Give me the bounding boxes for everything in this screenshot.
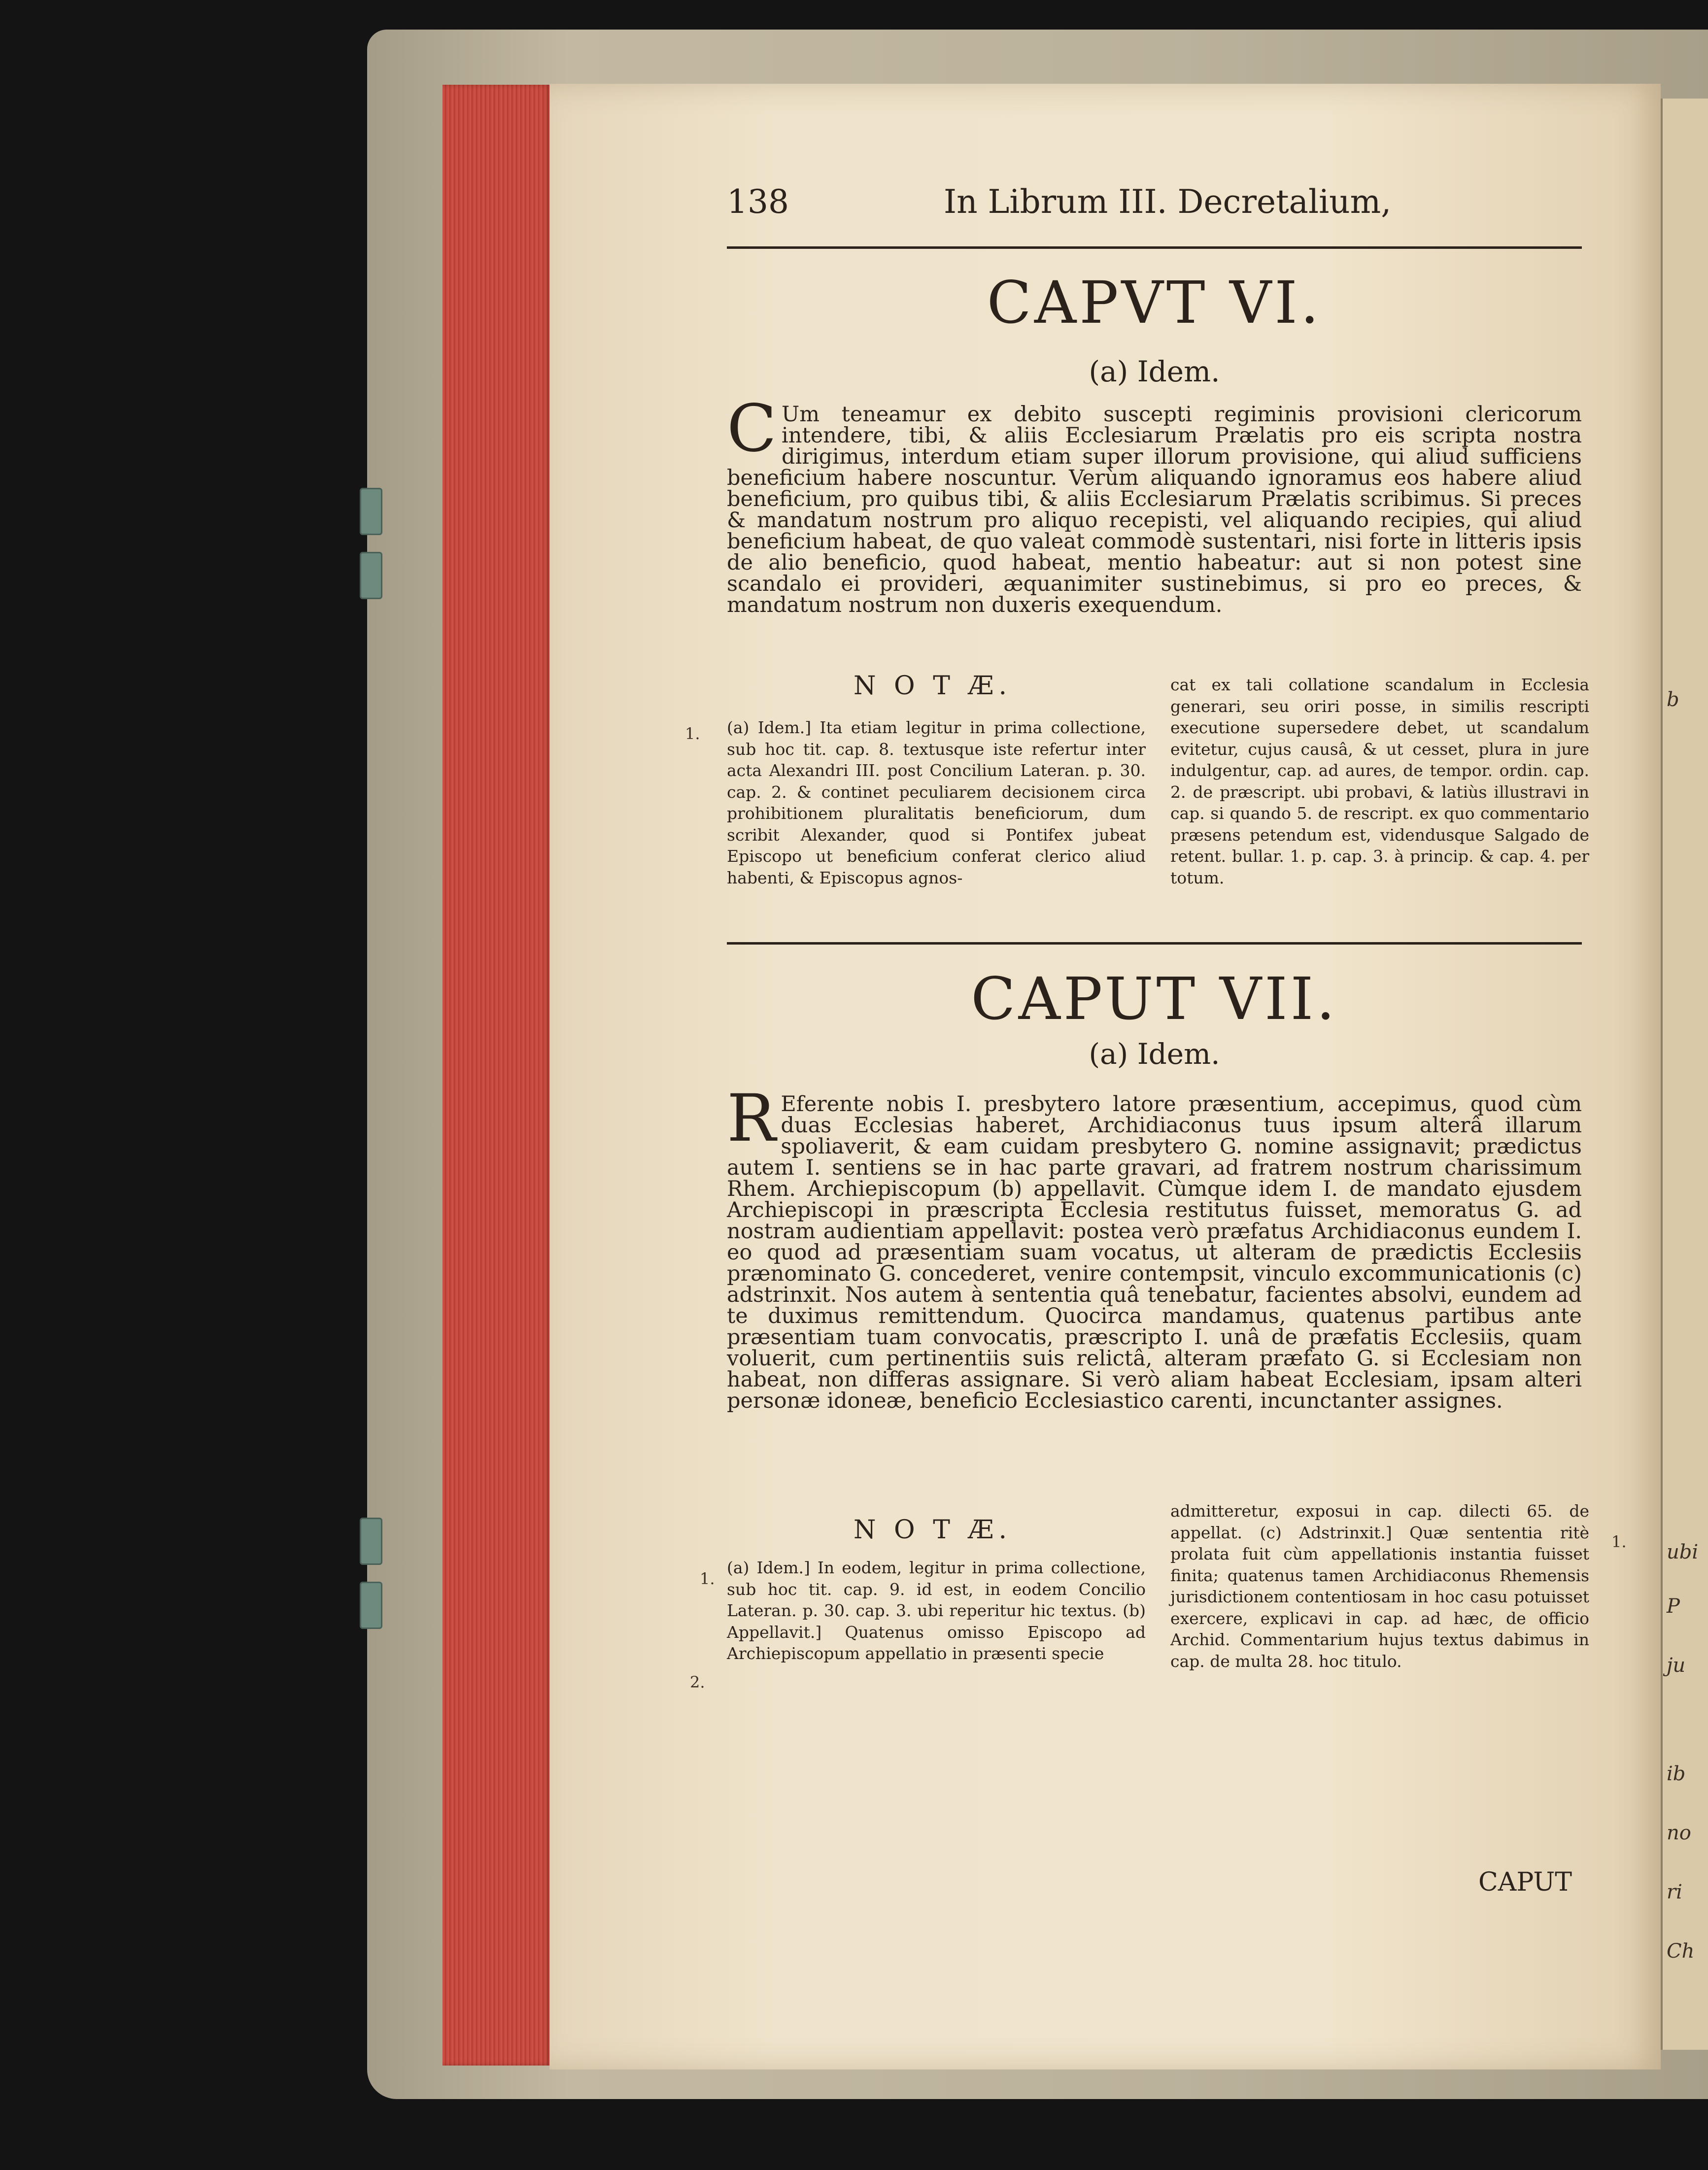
chapter-title: CAPVT VI. [987, 269, 1322, 337]
clasp-hinge [360, 1582, 382, 1629]
chapter-body [727, 1081, 1582, 1413]
margin-mark: 1. [700, 1569, 715, 1588]
facing-page-glyph: ubi [1667, 1541, 1699, 1563]
note-right-column: admitteretur, exposui in cap. dilecti 65. de appellat. (c) Adstrinxit.] Quæ sententia ritè prolata fuit cùm appellationis instantia fuisset finita; quatenus tamen Archidiaconus Rhemensis jurisdictionem contentiosam in hoc casu potuisset exercere, explicavi in cap. ad hæc, de officio Archid. Commentarium hujus textus dabimus in cap. de multa 28. hoc titulo. [1170, 1501, 1589, 1671]
facing-page-glyph: P [1667, 1595, 1680, 1618]
note-left-column: (a) Idem.] Ita etiam legitur in prima collectione, sub hoc tit. cap. 8. textusque iste refertur inter acta Alexandri III. post Concilium Lateran. p. 30. cap. 2. & continet peculiarem decisionem circa prohibitionem pluralitatis beneficiorum, dum scribit Alexander, quod si Pontifex jubeat Episcopo ut beneficium conferat clerico aliud habenti, & Episcopus agnos- [727, 718, 1146, 887]
chapter-title: CAPUT VII. [971, 965, 1338, 1033]
body-text: Um teneamur ex debito suscepti regiminis provisioni clericorum intendere, tibi, & aliis Ecclesiarum Prælatis pro eis scripta nostra dirigimus, interdum etiam super illorum provisione, qui aliud sufficiens beneficium habere noscuntur. Verùm aliquando ignoramus eos habere aliud beneficium, pro quibus tibi, & aliis Ecclesiarum Prælatis scribimus. Si preces & mandatum nostrum pro aliquo recepisti, vel aliquando recipies, qui aliud beneficium habeat, de quo valeat commodè sustentari, nisi forte in litteris ipsis de alio beneficio, quod habeat, mentio habeatur: aut si non potest sine scandalo ei provideri, æquanimiter sustinebimus, si pro eo preces, & mandatum nostrum non duxeris exequendum. [727, 402, 1582, 617]
note-left-column: (a) Idem.] In eodem, legitur in prima collectione, sub hoc tit. cap. 9. id est, in eodem Concilio Lateran. p. 30. cap. 3. ubi reperitur hic textus. (b) Appellavit.] Quatenus omisso Episcopo ad Archiepiscopum appellatio in præsenti specie [727, 1558, 1146, 1663]
margin-mark: 1. [685, 724, 700, 743]
clasp-hinge [360, 552, 382, 599]
body-text: Eferente nobis I. presbytero latore præsentium, accepimus, quod cùm duas Ecclesias haberet, Archidiaconus tuus ipsum alterâ illarum spoliaverit, & eam cuidam presbytero G. nomine assignavit; prædictus autem I. sentiens se in hac parte gravari, ad fratrem nostrum charissimum Rhem. Archiepiscopum (b) appellavit. Cùmque idem I. de mandato ejusdem Archiepiscopi in præscripta Ecclesia restitutus fuisset, memoratus G. ad nostram audientiam appellavit: postea verò præfatus Archidiaconus eundem I. eo quod ad præsentiam suam vocatus, ut alteram de prædictis Ecclesiis prænominato G. concederet, venire contempsit, vinculo excommunicationis (c) adstrinxit. Nos autem à sententia quâ tenebatur, facientes absolvi, eundem ad te duximus remittendum. Quocirca mandamus, quatenus partibus ante præsentiam tuam convocatis, præscripto I. unâ de præfatis Ecclesiis, quam voluerit, cum pertinentiis suis relictâ, alteram præfato G. si Ecclesiam non habeat, non differas assignare. Si verò aliam habeat Ecclesiam, ipsam alteri personæ idoneæ, beneficio Ecclesiastico carenti, incunctanter assignes. [727, 1092, 1582, 1413]
note-right-column: cat ex tali collatione scandalum in Ecclesia generari, seu oriri posse, in similis rescripti executione supersedere debet, ut scandalum evitetur, cujus causâ, & ut cesset, plura in jure indulgentur, cap. ad aures, de tempor. ordin. cap. 2. de præscript. ubi probavi, & latiùs illustravi in cap. si quando 5. de rescript. ex quo commentario præsens petendum est, videndusque Salgado de retent. bullar. 1. p. cap. 3. à princip. & cap. 4. per totum. [1170, 675, 1589, 887]
page-number: 138 [727, 183, 789, 221]
margin-mark: 2. [690, 1673, 705, 1692]
notes-heading: N O T Æ. [854, 1515, 1012, 1545]
facing-page-glyph: ib [1667, 1763, 1686, 1785]
notes-heading: N O T Æ. [854, 671, 1012, 701]
facing-page-glyph: ri [1667, 1881, 1682, 1903]
facing-page-edge [1661, 99, 1708, 2050]
catchword: CAPUT [1478, 1867, 1572, 1897]
horizontal-rule [727, 246, 1582, 249]
clasp-hinge [360, 488, 382, 535]
drop-cap: C [727, 391, 777, 467]
margin-mark: 1. [1611, 1532, 1627, 1551]
facing-page-glyph: Ch [1667, 1940, 1695, 1963]
horizontal-rule [727, 942, 1582, 945]
drop-cap: R [727, 1081, 776, 1156]
facing-page-glyph: no [1667, 1822, 1691, 1844]
running-title: In Librum III. Decretalium, [944, 183, 1392, 221]
chapter-subtitle: (a) Idem. [1089, 355, 1220, 388]
page-edge [443, 85, 551, 2066]
facing-page-glyph: ju [1667, 1654, 1686, 1677]
clasp-hinge [360, 1518, 382, 1565]
facing-page-glyph: b [1667, 688, 1679, 711]
chapter-subtitle: (a) Idem. [1089, 1037, 1220, 1071]
chapter-body [727, 391, 1582, 617]
